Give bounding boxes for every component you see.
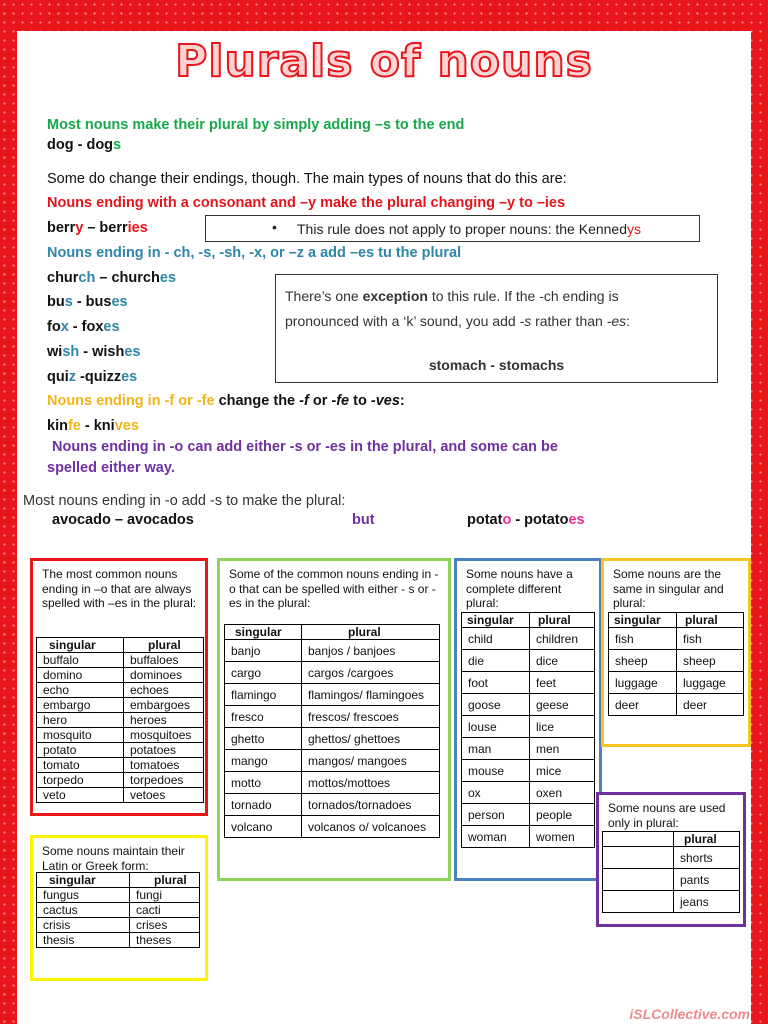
table-row — [37, 788, 204, 803]
cell-singular: luggage — [609, 672, 677, 694]
box-irregular — [454, 558, 602, 881]
exception-note — [275, 274, 718, 383]
cell-plural: flamingos/ flamingoes — [302, 684, 440, 706]
cell-singular — [603, 847, 674, 869]
box-same-title: Some nouns are the same in singular and plural: — [613, 567, 724, 610]
header-plural: plural — [677, 613, 744, 628]
cell-plural: embargoes — [124, 698, 204, 713]
cell-singular: mosquito — [37, 728, 124, 743]
text-part: rather than — [531, 313, 607, 329]
example-berry — [47, 220, 148, 236]
cell-plural: heroes — [124, 713, 204, 728]
table-row — [225, 662, 440, 684]
cell-plural: mangos/ mangoes — [302, 750, 440, 772]
bullet: • — [272, 219, 277, 235]
cell-plural: mosquitoes — [124, 728, 204, 743]
header-singular: singular — [462, 613, 530, 628]
ex-part: ch — [78, 270, 96, 286]
cell-plural: luggage — [677, 672, 744, 694]
text-part: There’s one — [285, 288, 363, 304]
table-irregular — [461, 612, 595, 848]
box-either-title: Some of the common nouns ending in -o that can be spelled with either - s or -es in the plural: — [229, 567, 439, 610]
ex-part: – berr — [83, 220, 128, 236]
cell-singular — [603, 869, 674, 891]
text-part: change the — [214, 393, 300, 409]
table-row — [37, 903, 200, 918]
table-row — [225, 728, 440, 750]
cell-plural: torpedoes — [124, 773, 204, 788]
exception-example: stomach - stomachs — [428, 357, 565, 373]
ex-part: wi — [47, 344, 63, 360]
rule-o-line-1: Nouns ending in -o can add either -s or -es in the plural, and some can be — [52, 439, 558, 455]
cell-singular: deer — [609, 694, 677, 716]
cell-singular: foot — [462, 672, 530, 694]
example-avocado: avocado – avocados — [52, 512, 194, 528]
box-plural-only-title: Some nouns are used only in plural: — [608, 801, 726, 830]
cell-singular: torpedo — [37, 773, 124, 788]
box-latin — [30, 835, 208, 981]
ex-part: o — [502, 512, 512, 528]
cell-singular: buffalo — [37, 653, 124, 668]
cell-singular: person — [462, 804, 530, 826]
header-singular: singular — [37, 873, 130, 888]
cell-singular: flamingo — [225, 684, 302, 706]
ex-part: sh — [62, 344, 80, 360]
cell-singular: child — [462, 628, 530, 650]
cell-plural: lice — [530, 716, 595, 738]
cell-plural: jeans — [674, 891, 740, 913]
ex-part: – church — [95, 270, 160, 286]
cell-singular — [603, 891, 674, 913]
example-church — [47, 270, 176, 286]
text-part: : — [399, 393, 405, 409]
ex-part: chur — [47, 270, 79, 286]
cell-plural: buffaloes — [124, 653, 204, 668]
ex-part: es — [103, 319, 120, 335]
example-potato — [467, 512, 585, 528]
cell-singular: die — [462, 650, 530, 672]
ex-part: potat — [467, 512, 503, 528]
cell-singular: goose — [462, 694, 530, 716]
table-row — [462, 760, 595, 782]
cell-plural: dice — [530, 650, 595, 672]
ex-part: kin — [47, 418, 68, 434]
table-same — [608, 612, 744, 716]
cell-plural: vetoes — [124, 788, 204, 803]
table-row — [37, 933, 200, 948]
exception-word: exception — [362, 288, 428, 304]
table-plural-only — [602, 831, 740, 913]
cell-plural: men — [530, 738, 595, 760]
box-latin-title: Some nouns maintain their Latin or Greek form: — [42, 844, 185, 873]
table-row — [462, 826, 595, 848]
table-row — [37, 683, 204, 698]
ex-part: x — [60, 319, 69, 335]
kennedy-note-main: This rule does not apply to proper nouns: the Kenned — [297, 221, 627, 237]
exception-line-2 — [285, 313, 630, 329]
table-row — [462, 738, 595, 760]
ex-part: z — [68, 369, 76, 385]
cell-singular: fish — [609, 628, 677, 650]
cell-singular: mango — [225, 750, 302, 772]
table-row — [609, 628, 744, 650]
cell-plural: fungi — [130, 888, 200, 903]
cell-plural: cargos /cargoes — [302, 662, 440, 684]
cell-plural: potatoes — [124, 743, 204, 758]
header-plural: plural — [130, 873, 200, 888]
example-quiz — [47, 369, 137, 385]
header-singular: singular — [225, 625, 302, 640]
but-word: but — [352, 512, 375, 528]
table-row — [225, 640, 440, 662]
text-part: to — [349, 393, 371, 409]
cell-singular: banjo — [225, 640, 302, 662]
cell-singular: embargo — [37, 698, 124, 713]
cell-plural: sheep — [677, 650, 744, 672]
cell-plural: oxen — [530, 782, 595, 804]
page-title: Plurals of nouns — [175, 36, 593, 87]
cell-singular: fresco — [225, 706, 302, 728]
ex-part: y — [75, 220, 84, 236]
cell-singular: crisis — [37, 918, 130, 933]
rule-es: Nouns ending in - ch, -s, -sh, -x, or –z a add –es tu the plural — [47, 245, 462, 261]
table-row — [37, 758, 204, 773]
cell-singular: hero — [37, 713, 124, 728]
header-empty — [603, 832, 674, 847]
cell-singular: potato — [37, 743, 124, 758]
cell-plural: feet — [530, 672, 595, 694]
box-same — [601, 558, 751, 747]
cell-plural: people — [530, 804, 595, 826]
table-latin — [36, 872, 200, 948]
table-row — [37, 713, 204, 728]
text-part: -s — [519, 313, 532, 329]
cell-singular: cargo — [225, 662, 302, 684]
table-row — [462, 804, 595, 826]
table-either — [224, 624, 440, 838]
header-plural: plural — [674, 832, 740, 847]
cell-plural: frescos/ frescoes — [302, 706, 440, 728]
table-row — [225, 816, 440, 838]
kennedy-note-text — [297, 221, 641, 237]
cell-singular: mouse — [462, 760, 530, 782]
text-part: Nouns ending in -f or -fe — [47, 393, 215, 409]
ex-part: fo — [47, 319, 61, 335]
ex-part: es — [568, 512, 585, 528]
table-always-es — [36, 637, 204, 803]
cell-singular: motto — [225, 772, 302, 794]
example-fox — [47, 319, 120, 335]
ex-part: - fox — [68, 319, 104, 335]
cell-singular: woman — [462, 826, 530, 848]
ex-part: berr — [47, 220, 76, 236]
table-row — [37, 918, 200, 933]
example-wish — [47, 344, 141, 360]
ex-part: - wish — [79, 344, 125, 360]
ex-part: es — [111, 294, 128, 310]
footer-watermark: iSLCollective.com — [629, 1006, 750, 1022]
example-dog — [47, 137, 121, 153]
table-row — [37, 888, 200, 903]
cell-plural: echoes — [124, 683, 204, 698]
cell-singular: echo — [37, 683, 124, 698]
cell-plural: children — [530, 628, 595, 650]
ex-part: - kni — [80, 418, 115, 434]
cell-singular: veto — [37, 788, 124, 803]
table-row — [225, 772, 440, 794]
ex-part: es — [124, 344, 141, 360]
text-part: : — [626, 313, 631, 329]
cell-plural: fish — [677, 628, 744, 650]
table-row — [37, 653, 204, 668]
table-row — [37, 698, 204, 713]
table-row — [609, 694, 744, 716]
header-plural: plural — [302, 625, 440, 640]
exception-line-1 — [285, 288, 619, 304]
ex-part: es — [159, 270, 176, 286]
cell-plural: pants — [674, 869, 740, 891]
table-row — [603, 891, 740, 913]
text-part: -es — [606, 313, 627, 329]
cell-singular: thesis — [37, 933, 130, 948]
cell-singular: sheep — [609, 650, 677, 672]
example-bus — [47, 294, 128, 310]
cell-plural: volcanos o/ volcanoes — [302, 816, 440, 838]
cell-plural: dominoes — [124, 668, 204, 683]
o-add-s-text: Most nouns ending in -o add -s to make the plural: — [23, 493, 346, 509]
table-row — [225, 750, 440, 772]
cell-singular: cactus — [37, 903, 130, 918]
kennedy-note — [205, 215, 700, 242]
cell-plural: theses — [130, 933, 200, 948]
cell-singular: tomato — [37, 758, 124, 773]
cell-singular: ghetto — [225, 728, 302, 750]
ex-part: es — [121, 369, 138, 385]
kennedy-note-ending: ys — [627, 221, 641, 237]
cell-plural: crises — [130, 918, 200, 933]
table-row — [225, 684, 440, 706]
cell-plural: cacti — [130, 903, 200, 918]
cell-plural: shorts — [674, 847, 740, 869]
ex-part: fe — [67, 418, 81, 434]
table-row — [462, 628, 595, 650]
table-row — [225, 706, 440, 728]
ex-part: ies — [127, 220, 148, 236]
box-always-es-title: The most common nouns ending in –o that are always spelled with –es in the plural: — [42, 567, 197, 610]
cell-singular: domino — [37, 668, 124, 683]
ex-part: s — [64, 294, 73, 310]
cell-plural: women — [530, 826, 595, 848]
cell-plural: deer — [677, 694, 744, 716]
ex-part: ves — [114, 418, 139, 434]
text-part: or — [308, 393, 332, 409]
rule-o-line-2: spelled either way. — [47, 460, 175, 476]
cell-plural: mottos/mottoes — [302, 772, 440, 794]
cell-singular: fungus — [37, 888, 130, 903]
cell-plural: geese — [530, 694, 595, 716]
header-plural: plural — [530, 613, 595, 628]
table-row — [462, 716, 595, 738]
table-row — [603, 847, 740, 869]
ex-part: -quizz — [76, 369, 122, 385]
table-row — [462, 782, 595, 804]
ex-part: - potato — [511, 512, 569, 528]
example-dog-base: dog - dog — [47, 137, 114, 153]
table-row — [603, 869, 740, 891]
table-row — [462, 650, 595, 672]
text-part: pronounced with a ‘k’ sound, you add — [285, 313, 520, 329]
table-row — [609, 650, 744, 672]
cell-plural: mice — [530, 760, 595, 782]
header-singular: singular — [37, 638, 124, 653]
table-row — [37, 773, 204, 788]
table-row — [37, 668, 204, 683]
ex-part: qui — [47, 369, 69, 385]
text-part: to this rule. If the -ch ending is — [427, 288, 619, 304]
text-part: -f — [299, 393, 309, 409]
box-irregular-title: Some nouns have a complete different plural: — [466, 567, 573, 610]
header-plural: plural — [124, 638, 204, 653]
cell-singular: ox — [462, 782, 530, 804]
cell-plural: banjos / banjoes — [302, 640, 440, 662]
table-row — [37, 743, 204, 758]
cell-plural: tomatoes — [124, 758, 204, 773]
text-part: -ves — [370, 393, 400, 409]
cell-singular: tornado — [225, 794, 302, 816]
table-row — [462, 672, 595, 694]
cell-singular: louse — [462, 716, 530, 738]
text-part: -fe — [331, 393, 350, 409]
box-either — [217, 558, 451, 881]
rule-ves — [47, 393, 405, 409]
cell-plural: tornados/tornadoes — [302, 794, 440, 816]
example-dog-ending: s — [113, 137, 122, 153]
rule-ies: Nouns ending with a consonant and –y make the plural changing –y to –ies — [47, 195, 566, 211]
table-row — [37, 728, 204, 743]
cell-plural: ghettos/ ghettoes — [302, 728, 440, 750]
ex-part: - bus — [72, 294, 112, 310]
example-knife — [47, 418, 139, 434]
intro-text: Some do change their endings, though. The main types of nouns that do this are: — [47, 171, 567, 187]
table-row — [462, 694, 595, 716]
table-row — [609, 672, 744, 694]
cell-singular: volcano — [225, 816, 302, 838]
table-row — [225, 794, 440, 816]
header-singular: singular — [609, 613, 677, 628]
cell-singular: man — [462, 738, 530, 760]
ex-part: bu — [47, 294, 65, 310]
box-always-es — [30, 558, 208, 816]
box-plural-only — [596, 792, 746, 927]
rule-add-s: Most nouns make their plural by simply adding –s to the end — [47, 117, 465, 133]
